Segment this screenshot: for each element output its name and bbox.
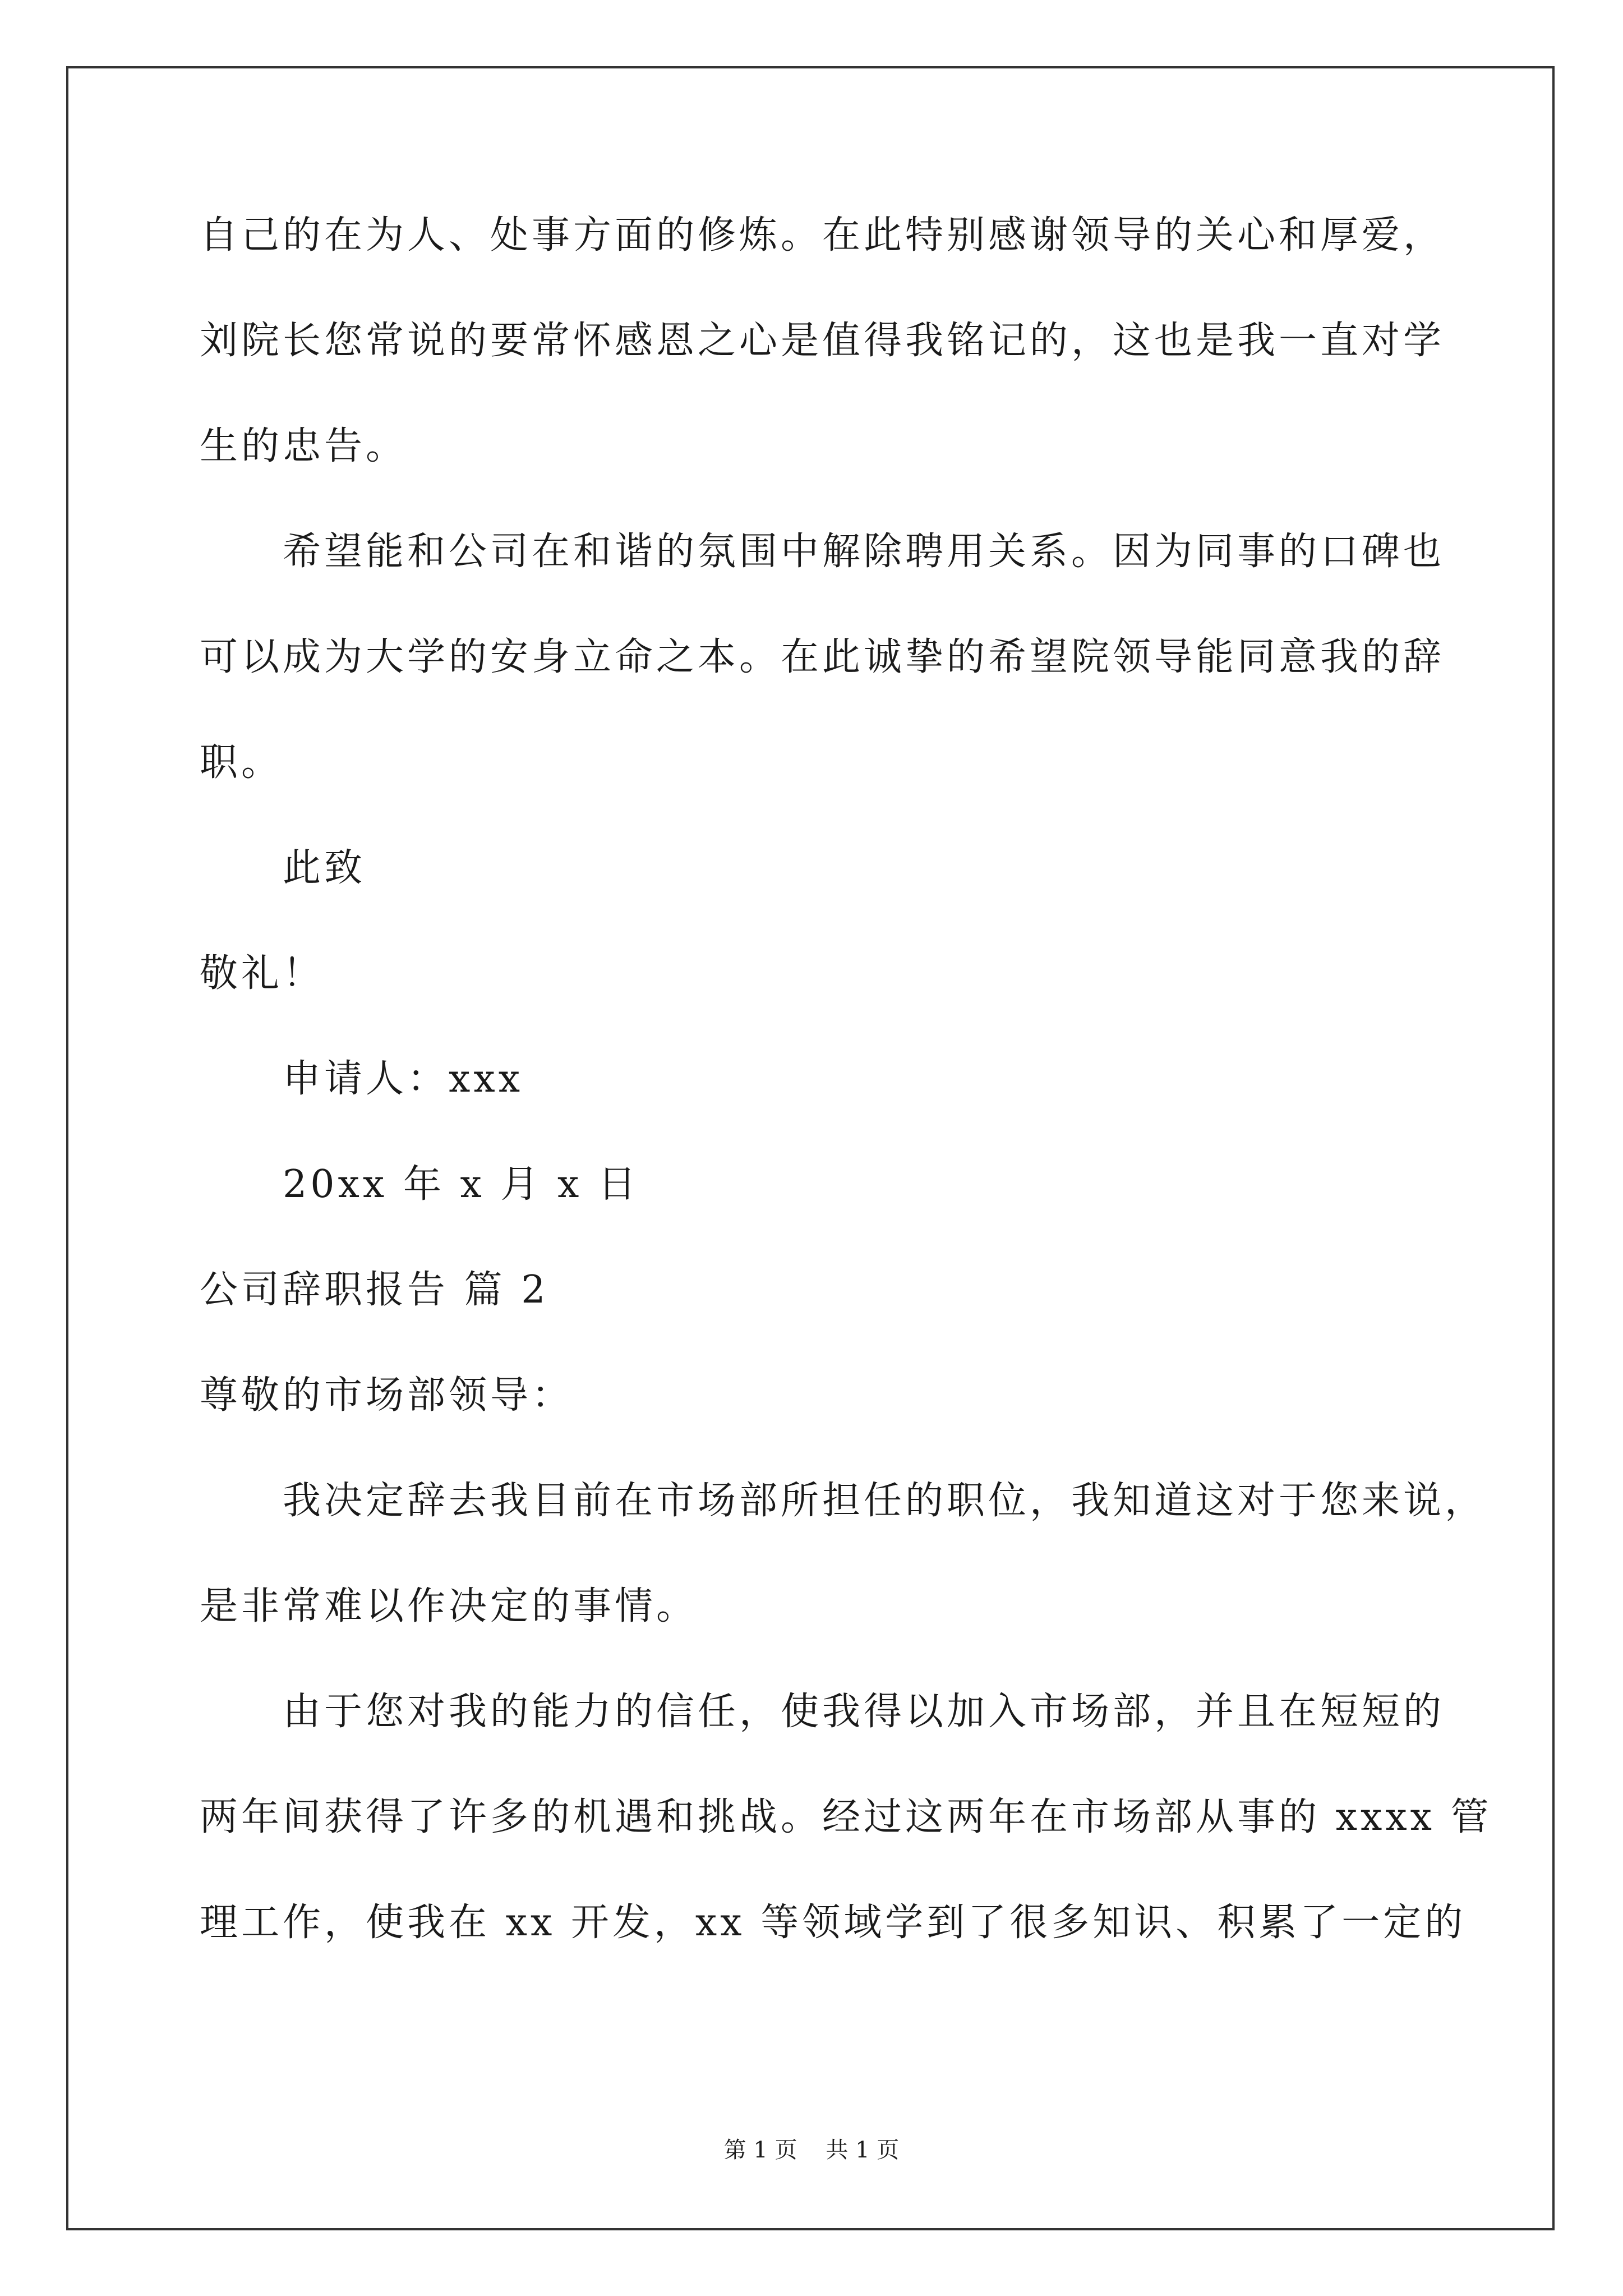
paragraph-line: 由于您对我的能力的信任，使我得以加入市场部，并且在短短的 <box>283 1690 1445 1734</box>
closing-line: 此致 <box>283 846 366 890</box>
paragraph-line: 我决定辞去我目前在市场部所担任的职位，我知道这对于您来说， <box>283 1479 1487 1523</box>
paragraph-line: 理工作，使我在 xx 开发，xx 等领域学到了很多知识、积累了一定的 <box>200 1901 1467 1945</box>
paragraph-line: 是非常难以作决定的事情。 <box>200 1584 698 1628</box>
salutation-line: 敬礼！ <box>200 951 325 996</box>
paragraph-line: 刘院长您常说的要常怀感恩之心是值得我铭记的，这也是我一直对学 <box>200 319 1445 363</box>
applicant-line: 申请人：xxx <box>283 1057 524 1101</box>
date-line: 20xx 年 x 月 x 日 <box>283 1162 640 1207</box>
paragraph-line: 自己的在为人、处事方面的修炼。在此特别感谢领导的关心和厚爱， <box>200 213 1445 257</box>
paragraph-line: 两年间获得了许多的机遇和挑战。经过这两年在市场部从事的 xxxx 管 <box>200 1795 1492 1839</box>
paragraph-line: 希望能和公司在和谐的氛围中解除聘用关系。因为同事的口碑也 <box>283 530 1445 574</box>
section-heading: 公司辞职报告 篇 2 <box>200 1268 549 1312</box>
paragraph-line: 可以成为大学的安身立命之本。在此诚挚的希望院领导能同意我的辞 <box>200 635 1445 679</box>
addressee-line: 尊敬的市场部领导： <box>200 1373 574 1418</box>
paragraph-line: 职。 <box>200 740 283 785</box>
paragraph-line: 生的忠告。 <box>200 424 408 468</box>
page-footer: 第 1 页 共 1 页 <box>723 2137 900 2163</box>
